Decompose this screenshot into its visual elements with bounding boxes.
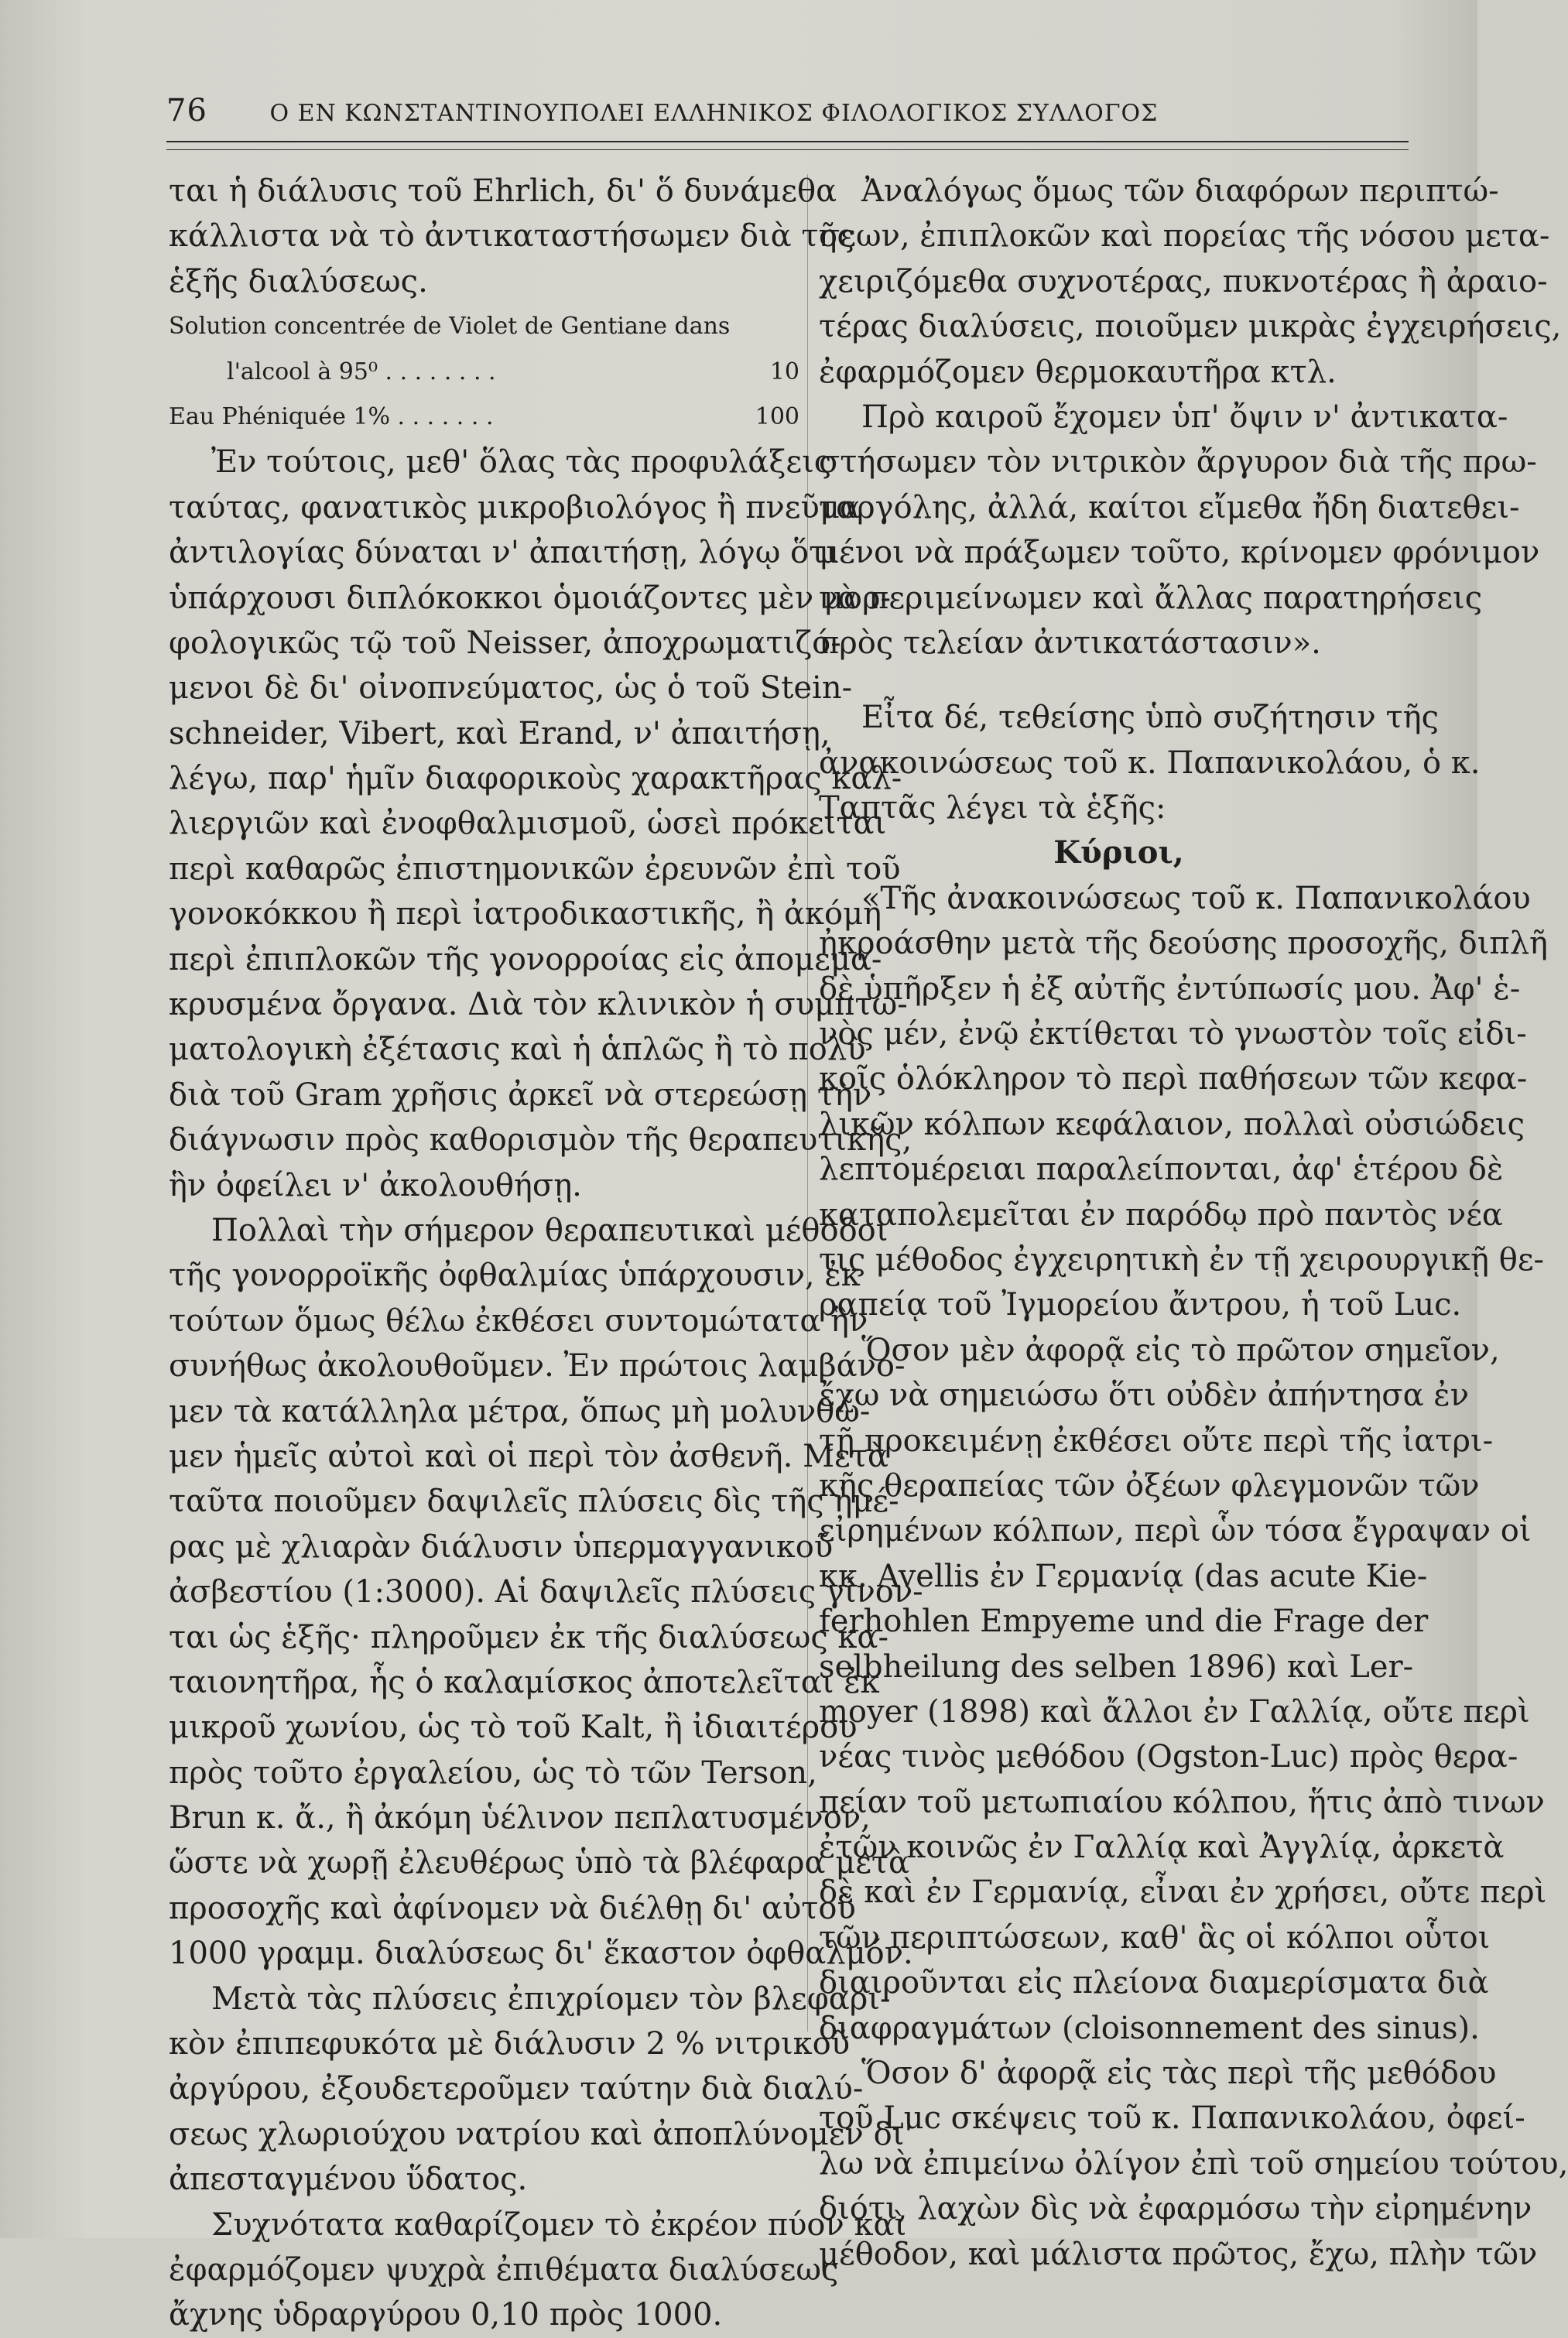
text-line: ταῦτα ποιοῦμεν δαψιλεῖς πλύσεις δὶς τῆς ἡμέ- (169, 1484, 899, 1520)
page-number: 76 (166, 93, 207, 128)
spacer (819, 666, 1419, 695)
text-line: Ὅσον μὲν ἀφορᾷ εἰς τὸ πρῶτον σημεῖον, (861, 1332, 1500, 1368)
text-line: selbheilung des selben 1896) καὶ Ler- (819, 1648, 1414, 1685)
text-line: νέας τινὸς μεθόδου (Ogston-Luc) πρὸς θερα- (819, 1739, 1518, 1775)
text-line: ἠκροάσθην μετὰ τῆς δεούσης προσοχῆς, διπλῆ (819, 926, 1549, 962)
formula-label: l'alcool à 95⁰ . . . . . . . . (227, 358, 496, 385)
text-line: μεν τὰ κατάλληλα μέτρα, ὅπως μὴ μολυνθῶ- (169, 1393, 871, 1429)
text-line: ἀνακοινώσεως τοῦ κ. Παπανικολάου, ὁ κ. (819, 745, 1481, 781)
paragraph (819, 695, 1481, 830)
header-rule (166, 141, 1409, 142)
text-line: εἰρημένων κόλπων, περὶ ὧν τόσα ἔγραψαν οἱ (819, 1513, 1532, 1549)
text-line: Πολλαὶ τὴν σήμερον θεραπευτικαὶ μέθοδοι (211, 1212, 888, 1248)
text-line: ἣν ὀφείλει ν' ἀκολουθήσῃ. (169, 1167, 582, 1203)
text-line: λικῶν κόλπων κεφάλαιον, πολλαὶ οὐσιώδεις (819, 1106, 1525, 1142)
text-line: γονοκόκκου ἢ περὶ ἰατροδικαστικῆς, ἢ ἀκόμη (169, 896, 882, 933)
formula-label: Eau Phéniquée 1% . . . . . . . (169, 402, 494, 430)
text-line: Ἐν τούτοις, μεθ' ὅλας τὰς προφυλάξεις (211, 444, 832, 481)
text-line: ται ἡ διάλυσις τοῦ Ehrlich, δι' ὅ δυνάμεθα (169, 173, 837, 209)
text-line: διαφραγμάτων (cloisonnement des sinus). (819, 2010, 1480, 2046)
text-line: ταιονητῆρα, ἧς ὁ καλαμίσκος ἀποτελεῖται ἐκ (169, 1664, 880, 1700)
text-line: κρυσμένα ὄργανα. Διὰ τὸν κλινικὸν ἡ συμπτω- (169, 987, 908, 1023)
paragraph (819, 395, 1540, 666)
text-line: ἐτῶν κοινῶς ἐν Γαλλίᾳ καὶ Ἀγγλίᾳ, ἀρκετὰ (819, 1830, 1505, 1866)
text-line: χειριζόμεθα συχνοτέρας, πυκνοτέρας ἢ ἀραιο- (819, 263, 1548, 300)
text-line: τις μέθοδος ἐγχειρητικὴ ἐν τῇ χειρουργικῇ θε- (819, 1241, 1545, 1278)
text-line: ταργόλης, ἀλλά, καίτοι εἴμεθα ἤδη διατεθει- (819, 489, 1520, 525)
text-line: schneider, Vibert, καὶ Erand, ν' ἀπαιτήσῃ, (169, 715, 830, 751)
text-line: Πρὸ καιροῦ ἔχομεν ὑπ' ὄψιν ν' ἀντικατα- (861, 399, 1508, 435)
text-line: τοῦ Luc σκέψεις τοῦ κ. Παπανικολάου, ὀφεί- (819, 2100, 1525, 2137)
text-line: τέρας διαλύσεις, ποιοῦμεν μικρὰς ἐγχειρήσεις, (819, 309, 1562, 345)
paragraph (169, 169, 854, 304)
text-line: ταύτας, φανατικὸς μικροβιολόγος ἢ πνεῦμα (169, 489, 861, 525)
text-line: τῶν περιπτώσεων, καθ' ἃς οἱ κόλποι οὗτοι (819, 1919, 1491, 1956)
text-line: φολογικῶς τῷ τοῦ Neisser, ἀποχρωματιζό- (169, 625, 841, 661)
text-line: ἀντιλογίας δύναται ν' ἀπαιτήσῃ, λόγῳ ὅτι (169, 535, 838, 571)
text-line: διαιροῦνται εἰς πλείονα διαμερίσματα διὰ (819, 1965, 1489, 2001)
text-line: δὲ καὶ ἐν Γερμανίᾳ, εἶναι ἐν χρήσει, οὔτε περὶ (819, 1874, 1547, 1911)
text-line: ἀσβεστίου (1:3000). Αἱ δαψιλεῖς πλύσεις γίνον- (169, 1574, 923, 1611)
text-line: ρας μὲ χλιαρὰν διάλυσιν ὑπερμαγγανικοῦ (169, 1528, 834, 1565)
formula-row (169, 350, 799, 395)
text-line: τῆς γονορροϊκῆς ὀφθαλμίας ὑπάρχουσιν, ἐκ (169, 1258, 861, 1294)
text-line: moyer (1898) καὶ ἄλλοι ἐν Γαλλίᾳ, οὔτε περὶ (819, 1693, 1530, 1730)
text-line: νὸς μέν, ἐνῷ ἐκτίθεται τὸ γνωστὸν τοῖς εἰδι- (819, 1016, 1527, 1053)
formula-value: 100 (755, 402, 799, 430)
text-line: σεων, ἐπιπλοκῶν καὶ πορείας τῆς νόσου μετα- (819, 218, 1550, 255)
text-line: κάλλιστα νὰ τὸ ἀντικαταστήσωμεν διὰ τῆς (169, 218, 854, 255)
left-column (169, 169, 923, 2338)
text-line: πρὸς τοῦτο ἐργαλείου, ὡς τὸ τῶν Terson, (169, 1754, 817, 1791)
right-column (819, 169, 1568, 2277)
paragraph (819, 1328, 1547, 2051)
formula-value: 10 (769, 358, 799, 385)
text-line: ὥστε νὰ χωρῇ ἐλευθέρως ὑπὸ τὰ βλέφαρα μετὰ (169, 1845, 910, 1881)
text-line: «Τῆς ἀνακοινώσεως τοῦ κ. Παπανικολάου (861, 880, 1531, 916)
text-line: ται ὡς ἑξῆς· πληροῦμεν ἐκ τῆς διαλύσεως κα- (169, 1619, 888, 1655)
text-line: περὶ ἐπιπλοκῶν τῆς γονορροίας εἰς ἀπομεμα- (169, 941, 882, 977)
paragraph (819, 2051, 1568, 2277)
text-line: συνήθως ἀκολουθοῦμεν. Ἐν πρώτοις λαμβάνο- (169, 1348, 906, 1385)
text-line: ἑξῆς διαλύσεως. (169, 263, 428, 300)
text-line: καταπολεμεῖται ἐν παρόδῳ πρὸ παντὸς νέα (819, 1196, 1503, 1233)
paragraph (169, 2203, 907, 2338)
text-line: Εἶτα δέ, τεθείσης ὑπὸ συζήτησιν τῆς (861, 700, 1439, 736)
text-line: κοῖς ὁλόκληρον τὸ περὶ παθήσεων τῶν κεφα- (819, 1061, 1528, 1097)
text-line: ἀργύρου, ἐξουδετεροῦμεν ταύτην διὰ διαλύ- (169, 2071, 864, 2107)
text-line: ferhohlen Empyeme und die Frage der (819, 1604, 1429, 1640)
paragraph (819, 169, 1562, 395)
text-line: τῇ προκειμένῃ ἐκθέσει οὔτε περὶ τῆς ἰατρι- (819, 1422, 1494, 1459)
text-line: πρὸς τελείαν ἀντικατάστασιν». (819, 625, 1321, 661)
text-line: Συχνότατα καθαρίζομεν τὸ ἐκρέον πύον καὶ (211, 2206, 907, 2243)
text-line: διάγνωσιν πρὸς καθορισμὸν τῆς θεραπευτικῆς, (169, 1122, 912, 1159)
formula-line: Solution concentrée de Violet de Gentiane dans (169, 313, 731, 341)
text-line: Brun κ. ἄ., ἢ ἀκόμη ὑέλινον πεπλατυσμένον, (169, 1800, 871, 1837)
text-line: προσοχῆς καὶ ἀφίνομεν νὰ διέλθῃ δι' αὐτοῦ (169, 1890, 856, 1926)
text-line: μεν ἡμεῖς αὐτοὶ καὶ οἱ περὶ τὸν ἀσθενῆ. Μετὰ (169, 1438, 888, 1474)
text-line: στήσωμεν τὸν νιτρικὸν ἄργυρον διὰ τῆς πρω- (819, 444, 1537, 481)
text-line: Ὅσον δ' ἀφορᾷ εἰς τὰς περὶ τῆς μεθόδου (861, 2056, 1497, 2092)
text-line: κκ. Avellis ἐν Γερμανίᾳ (das acute Kie- (819, 1558, 1428, 1594)
text-line: μενοι δὲ δι' οἰνοπνεύματος, ὡς ὁ τοῦ Stein- (169, 670, 853, 707)
text-line: Μετὰ τὰς πλύσεις ἐπιχρίομεν τὸν βλεφαρι- (211, 1980, 891, 2017)
text-line: σεως χλωριούχου νατρίου καὶ ἀποπλύνομεν δι' (169, 2116, 913, 2152)
text-line: μέθοδον, καὶ μάλιστα πρῶτος, ἔχω, πλὴν τῶν (819, 2236, 1538, 2272)
solution-formula (169, 304, 799, 440)
text-line: μένοι νὰ πράξωμεν τοῦτο, κρίνομεν φρόνιμον (819, 535, 1540, 571)
text-line: λεπτομέρειαι παραλείπονται, ἀφ' ἑτέρου δὲ (819, 1152, 1504, 1188)
text-line: ἐφαρμόζομεν ψυχρὰ ἐπιθέματα διαλύσεως (169, 2251, 839, 2288)
text-line: 1000 γραμμ. διαλύσεως δι' ἕκαστον ὀφθαλμόν. (169, 1936, 913, 1972)
text-line: διότι, λαχὼν δὶς νὰ ἐφαρμόσω τὴν εἰρημένην (819, 2191, 1532, 2227)
text-line: μικροῦ χωνίου, ὡς τὸ τοῦ Kalt, ἢ ἰδιαιτέρου (169, 1710, 858, 1746)
paragraph (169, 1208, 923, 1977)
paragraph (819, 876, 1549, 1328)
text-line: ἄχνης ὑδραργύρου 0,10 πρὸς 1000. (169, 2297, 723, 2333)
text-line: νὰ περιμείνωμεν καὶ ἄλλας παρατηρήσεις (819, 580, 1483, 616)
paragraph (169, 440, 912, 1208)
text-line: κὸν ἐπιπεφυκότα μὲ διάλυσιν 2 % νιτρικοῦ (169, 2026, 851, 2062)
text-line: ἐφαρμόζομεν θερμοκαυτῆρα κτλ. (819, 354, 1337, 390)
running-title: Ο ΕΝ ΚΩΝΣΤΑΝΤΙΝΟΥΠΟΛΕΙ ΕΛΛΗΝΙΚΟΣ ΦΙΛΟΛΟΓΙΚΟΣ ΣΥΛΛΟΓΟΣ (269, 100, 1159, 127)
text-line: τούτων ὅμως θέλω ἐκθέσει συντομώτατα ἣν (169, 1303, 868, 1339)
running-header (166, 93, 1281, 128)
text-line: κῆς θεραπείας τῶν ὀξέων φλεγμονῶν τῶν (819, 1467, 1480, 1504)
text-line: δὲ ὑπῆρξεν ἡ ἐξ αὐτῆς ἐντύπωσίς μου. Ἀφ' ἑ- (819, 970, 1521, 1007)
text-line: ὑπάρχουσι διπλόκοκκοι ὁμοιάζοντες μὲν μορ- (169, 580, 892, 616)
text-line: πείαν τοῦ μετωπιαίου κόλπου, ἥτις ἀπὸ τινων (819, 1784, 1545, 1820)
text-line: λω νὰ ἐπιμείνω ὀλίγον ἐπὶ τοῦ σημείου τούτου, (819, 2145, 1568, 2182)
text-line: ραπείᾳ τοῦ Ἰγμορείου ἄντρου, ἡ τοῦ Luc. (819, 1287, 1462, 1323)
text-line: λέγω, παρ' ἡμῖν διαφορικοὺς χαρακτῆρας καλ- (169, 761, 902, 797)
text-line: περὶ καθαρῶς ἐπιστημονικῶν ἐρευνῶν ἐπὶ τοῦ (169, 851, 901, 887)
header-rule-thin (166, 149, 1409, 150)
text-line: ματολογικὴ ἐξέτασις καὶ ἡ ἁπλῶς ἢ τὸ πολὺ (169, 1032, 866, 1068)
paragraph (169, 1977, 913, 2203)
text-line: λιεργιῶν καὶ ἐνοφθαλμισμοῦ, ὡσεὶ πρόκειται (169, 806, 887, 842)
text-line: Ταπτᾶς λέγει τὰ ἑξῆς: (819, 790, 1166, 827)
salutation-heading: Κύριοι, (1053, 834, 1184, 871)
text-line: ἀπεσταγμένου ὕδατος. (169, 2162, 528, 2198)
text-line: ἔχω νὰ σημειώσω ὅτι οὐδὲν ἀπήντησα ἐν (819, 1378, 1470, 1414)
formula-row (169, 395, 799, 440)
text-line: διὰ τοῦ Gram χρῆσις ἀρκεῖ νὰ στερεώσῃ τὴν (169, 1077, 872, 1113)
text-line: Ἀναλόγως ὅμως τῶν διαφόρων περιπτώ- (861, 173, 1499, 209)
